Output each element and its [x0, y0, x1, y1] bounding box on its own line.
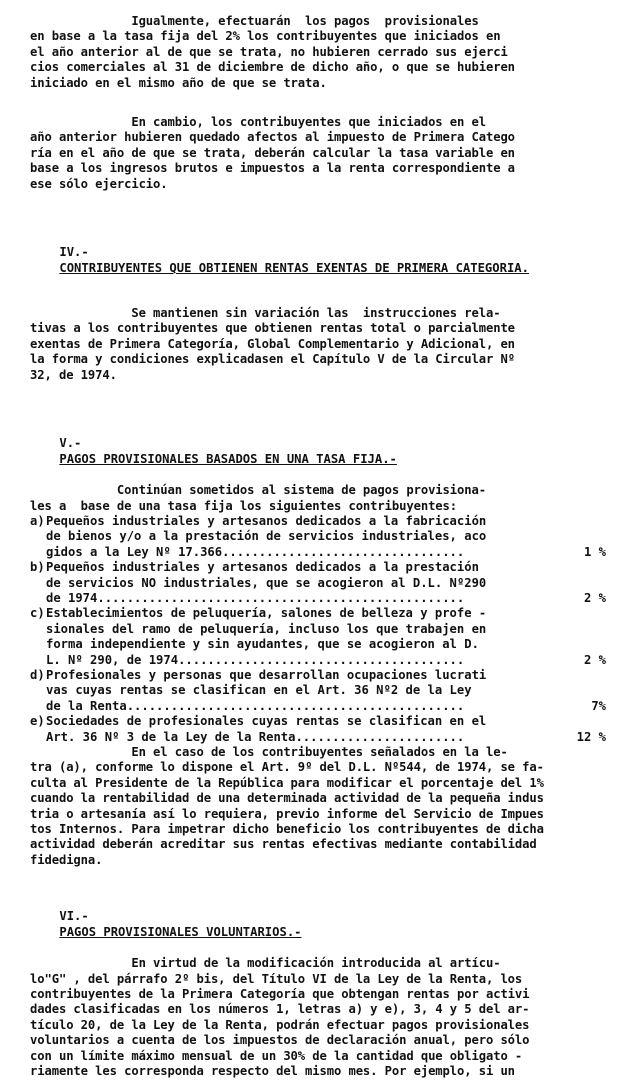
list-item-key: d) [30, 667, 45, 682]
section-5-heading [30, 419, 606, 483]
section-5-title: PAGOS PROVISIONALES BASADOS EN UNA TASA FIJA.- [59, 452, 397, 467]
list-item-text: Establecimientos de peluquería, salones de belleza y profe - sionales del ramo de peluquería, incluso los que trabajen en forma independiente y sin ayudantes, que se acogieron al D. L. Nº 290, de 1974....................................... [46, 606, 487, 667]
list-item-text: Profesionales y personas que desarrollan ocupaciones lucrati vas cuyas rentas se clasifican en el Art. 36 Nº2 de la Ley de la Renta.............................................. [46, 667, 487, 713]
section-4-number: IV.- [59, 245, 89, 260]
section-4-heading [30, 228, 606, 292]
list-item [30, 514, 606, 560]
section-5-lead: Continúan sometidos al sistema de pagos provisiona- les a base de una tasa fija los siguientes contribuyentes: [30, 483, 486, 513]
list-item-rate: 1 % [583, 544, 606, 559]
section-4-title: CONTRIBUYENTES QUE OBTIENEN RENTAS EXENTAS DE PRIMERA CATEGORIA. [59, 261, 529, 276]
list-item-key: b) [30, 560, 45, 575]
list-item-rate: 2 % [583, 590, 606, 605]
list-item-key: e) [30, 714, 45, 729]
list-item-key: c) [30, 606, 45, 621]
section-6-number: VI.- [59, 909, 89, 924]
intro-paragraph-1: Igualmente, efectuarán los pagos provisionales en base a la tasa fija del 2% los contribuyentes que iniciados en el año anterior al de que se trata, no hubieren cerrado sus ejerci cios comerciales al 31 de diciembre de dicho año, o que se hubieren iniciado en el mismo año de que se trata. [30, 14, 515, 90]
intro-paragraph-2: En cambio, los contribuyentes que iniciados en el año anterior hubieren quedado afectos al impuesto de Primera Catego ría en el año de que se trata, deberán calcular la tasa variable en base a los ingresos brutos e impuestos a la renta correspondiente a ese sólo ejercicio. [30, 115, 515, 191]
list-item-text: Pequeños industriales y artesanos dedicados a la fabricación de bienos y/o a la prestación de servicios industriales, aco gidos a la Ley Nº 17.366................................. [46, 513, 487, 559]
section-5-closing: En el caso de los contribuyentes señalados en la le- tra (a), conforme lo dispone el Art. 9º del D.L. Nº544, de 1974, se fa- culta al Presidente de la República para modificar el porcentaje del 1% cuando la rentabilidad de una determinada actividad de la pequeña indus tria o artesanía así lo requiera, previo informe del Servicio de Impues tos Internos. Para impetrar dicho beneficio los contribuyentes de dicha actividad deberán acreditar sus rentas efectivas mediante contabilidad fidedigna. [30, 745, 544, 867]
list-item-key: a) [30, 513, 45, 528]
list-item [30, 668, 606, 714]
list-item [30, 560, 606, 606]
list-item [30, 714, 606, 745]
section-6-text: En virtud de la modificación introducida al artícu- lo"G" , del párrafo 2º bis, del Título VI de la Ley de la Renta, los contribuyentes de la Primera Categoría que obtengan rentas por activi dades clasificadas en los números 1, letras a) y e), 3, 4 y 5 del ar- tículo 20, de la Ley de la Renta, podrán efectuar pagos provisionales voluntarios a cuenta de los impuestos de declaración anual, pero sólo con un límite máximo mensual de un 30% de la cantidad que obligato - riamente les corresponda respecto del mismo mes. Por ejemplo, si un [30, 956, 530, 1079]
list-item-rate: 7% [591, 698, 606, 713]
section-5-number: V.- [59, 436, 82, 451]
section-4-text: Se mantienen sin variación las instrucciones rela- tivas a los contribuyentes que obtienen rentas total o parcialmente exentas de Primera Categoría, Global Complementario y Adicional, en la forma y condiciones explicadasen el Capítulo V de la Circular Nº 32, de 1974. [30, 306, 515, 382]
list-item-rate: 12 % [576, 729, 606, 744]
list-item-rate: 2 % [583, 652, 606, 667]
list-item [30, 606, 606, 668]
list-item-text: Pequeños industriales y artesanos dedicados a la prestación de servicios NO industriales, que se acogieron al D.L. Nº290 de 1974.................................................. [46, 560, 487, 605]
section-6-title: PAGOS PROVISIONALES VOLUNTARIOS.- [59, 925, 302, 940]
list-item-text: Sociedades de profesionales cuyas rentas se clasifican en el Art. 36 Nº 3 de la Ley de la Renta....................... [46, 714, 487, 744]
fixed-rate-list [30, 514, 606, 745]
section-6-heading [30, 892, 606, 956]
